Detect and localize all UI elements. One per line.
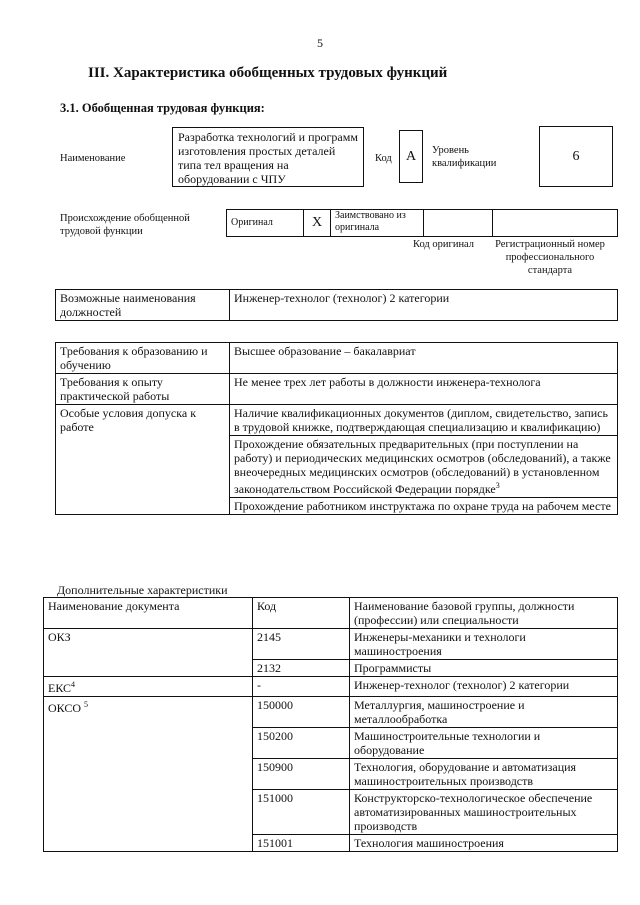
req-conditions-value-1: Наличие квалификационных документов (диплом, свидетельство, запись в трудовой книжке, подтверждающая специализацию и квалификацию) (230, 405, 618, 436)
level-label: Уровень квалификации (432, 145, 497, 169)
original-code-cell (424, 210, 493, 237)
req-experience-value: Не менее трех лет работы в должности инженера-технолога (230, 374, 618, 405)
doc-okso-text: ОКСО (48, 701, 82, 715)
reg-caption: Регистрационный номер профессионального стандарта (495, 239, 605, 276)
req-conditions-text-2: Прохождение обязательных предварительных (при поступлении на работу) и периодических медицинских осмотров (обследований), а также внеочередных медицинских осмотров (обследований) в установленном законодательством Российской Федерации порядке (234, 437, 611, 496)
code-cell: 2145 (253, 629, 350, 660)
code-caption: Код оригинал (413, 239, 475, 250)
req-conditions-value-3: Прохождение работником инструктажа по охране труда на рабочем месте (230, 498, 618, 515)
code-label: Код (375, 153, 392, 164)
req-experience-label: Требования к опыту практической работы (56, 374, 230, 405)
code-cell: 150200 (253, 728, 350, 759)
req-conditions-value-2 (230, 436, 618, 498)
origin-label: Происхождение обобщенной трудовой функции (60, 213, 190, 237)
reg-number-cell (493, 210, 618, 237)
code-cell: 151000 (253, 790, 350, 835)
requirements-table (55, 342, 618, 515)
original-label: Оригинал (227, 210, 304, 237)
footnote-3: 3 (495, 481, 500, 490)
function-name-label: Наименование (60, 153, 126, 164)
positions-table (55, 289, 618, 321)
footnote-4: 4 (71, 680, 76, 689)
code-box: А (399, 130, 423, 183)
doc-okso (44, 697, 253, 852)
footnote-5: 5 (84, 700, 89, 709)
additional-table (43, 597, 618, 852)
req-education-label: Требования к образованию и обучению (56, 343, 230, 374)
level-box: 6 (539, 126, 613, 187)
code-cell: 2132 (253, 660, 350, 677)
origin-table (226, 209, 618, 237)
name-cell: Инженер-технолог (технолог) 2 категории (350, 677, 618, 697)
borrowed-label: Заимствовано из оригинала (331, 210, 424, 237)
subsection-title: 3.1. Обобщенная трудовая функция: (60, 101, 265, 115)
original-mark: Х (304, 210, 331, 237)
name-cell: Конструкторско-технологическое обеспечение автоматизированных машиностроительных производств (350, 790, 618, 835)
name-cell: Инженеры-механики и технологи машиностроения (350, 629, 618, 660)
positions-value: Инженер-технолог (технолог) 2 категории (230, 290, 618, 321)
doc-eks (44, 677, 253, 697)
header-code: Код (253, 598, 350, 629)
code-cell: - (253, 677, 350, 697)
header-doc: Наименование документа (44, 598, 253, 629)
header-name: Наименование базовой группы, должности (профессии) или специальности (350, 598, 618, 629)
code-cell: 150900 (253, 759, 350, 790)
page-number: 5 (317, 36, 323, 50)
doc-eks-text: ЕКС (48, 681, 72, 695)
name-cell: Технология, оборудование и автоматизация машиностроительных производств (350, 759, 618, 790)
code-cell: 151001 (253, 835, 350, 852)
section-title: III. Характеристика обобщенных трудовых функций (88, 65, 448, 81)
function-name-box: Разработка технологий и программ изготовления простых деталей типа тел вращения на оборудовании с ЧПУ (172, 127, 364, 187)
name-cell: Металлургия, машиностроение и металлообработка (350, 697, 618, 728)
code-cell: 150000 (253, 697, 350, 728)
req-conditions-label: Особые условия допуска к работе (56, 405, 230, 515)
name-cell: Технология машиностроения (350, 835, 618, 852)
additional-title: Дополнительные характеристики (57, 583, 228, 597)
doc-okz: ОКЗ (44, 629, 253, 677)
positions-label: Возможные наименования должностей (56, 290, 230, 321)
req-education-value: Высшее образование – бакалавриат (230, 343, 618, 374)
name-cell: Программисты (350, 660, 618, 677)
name-cell: Машиностроительные технологии и оборудование (350, 728, 618, 759)
